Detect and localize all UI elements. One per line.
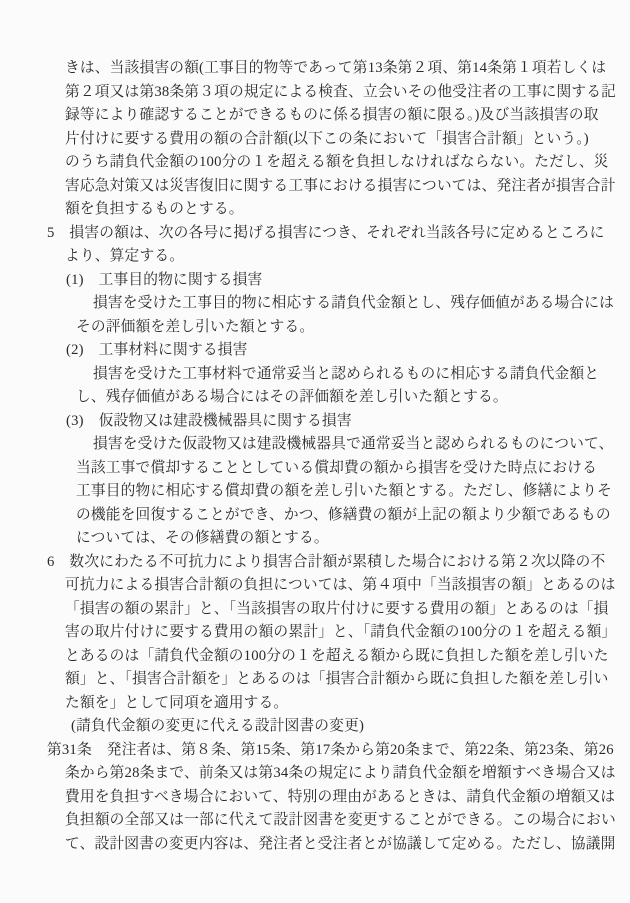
document-line: 第31条 発注者は、第８条、第15条、第17条から第20条まで、第22条、第23条、第26 <box>47 741 614 758</box>
document-line: 録等により確認することができるものに係る損害の額に限る。)及び当該損害の取 <box>65 107 599 123</box>
document-line: 「損害の額の累計」と、「当該損害の取片付けに要する費用の額」とあるのは「損 <box>65 600 609 617</box>
document-line: 工事目的物に相応する償却費の額を差し引いた額とする。ただし、修繕によりそ <box>76 483 612 499</box>
document-line: 損害を受けた工事目的物に相応する請負代金額とし、残存価値がある場合には <box>93 295 615 311</box>
document-line: より、算定する。 <box>65 248 185 264</box>
document-line: きは、当該損害の額(工事目的物等であって第13条第２項、第14条第１項若しくは <box>65 60 607 76</box>
document-line: とあるのは「請負代金額の100分の１を超える額から既に負担した額を差し引いた <box>65 647 609 664</box>
document-line: 第２項又は第38条第３項の規定による検査、立会いその他受注者の工事に関する記 <box>65 83 617 100</box>
document-line: 条から第28条まで、前条又は第34条の規定により請負代金額を増額すべき場合又は <box>65 765 616 781</box>
document-line: 害応急対策又は災害復旧に関する工事における損害については、発注者が損害合計 <box>65 177 616 194</box>
document-line: し、残存価値がある場合にはその評価額を差し引いた額とする。 <box>76 389 508 405</box>
document-line: (1) 工事目的物に関する損害 <box>66 271 263 288</box>
document-line: 損害を受けた仮設物又は建設機械器具で通常妥当と認められるものについて、 <box>93 436 614 452</box>
document-line: 害の取片付けに要する費用の額の累計」と、「請負代金額の100分の１を超える額」 <box>65 624 617 640</box>
document-line: 負担額の全部又は一部に代えて設計図書を変更することができる。この場合におい <box>65 812 616 828</box>
document-line: 額を負担するものとする。 <box>65 201 244 217</box>
document-line: (3) 仮設物又は建設機械器具に関する損害 <box>66 412 352 429</box>
document-line: 片付けに要する費用の額の合計額(以下この条において「損害合計額」という。) <box>65 130 589 147</box>
document-line: (請負代金額の変更に代える設計図書の変更) <box>71 718 365 734</box>
document-line: の機能を回復することができ、かつ、修繕費の額が上記の額より少額であるもの <box>76 506 611 523</box>
document-line: 可抗力による損害合計額の負担については、第４項中「当該損害の額」とあるのは <box>65 577 616 593</box>
document-line: (2) 工事材料に関する損害 <box>66 342 248 358</box>
document-line: た額を」として同項を適用する。 <box>65 694 289 711</box>
document-line: 費用を負担すべき場合において、特別の理由があるときは、請負代金額の増額又は <box>65 788 616 805</box>
document-line: 当該工事で償却することとしている償却費の額から損害を受けた時点における <box>76 459 598 476</box>
document-text-block <box>47 57 617 856</box>
document-line: 損害を受けた工事材料で通常妥当と認められるものに相応する請負代金額と <box>93 365 600 382</box>
document-line: のうち請負代金額の100分の１を超える額を負担しなければならない。ただし、災 <box>65 154 609 170</box>
document-line: 6 数次にわたる不可抗力により損害合計額が累積した場合における第２次以降の不 <box>47 553 606 570</box>
document-line: その評価額を差し引いた額とする。 <box>76 318 315 335</box>
document-line: 額」と、「損害合計額を」とあるのは「損害合計額から既に負担した額を差し引い <box>65 671 609 687</box>
document-line: 5 損害の額は、次の各号に掲げる損害につき、それぞれ当該各号に定めるところに <box>47 224 605 241</box>
document-line: については、その修繕費の額とする。 <box>76 530 329 546</box>
document-line: て、設計図書の変更内容は、発注者と受注者とが協議して定める。ただし、協議開 <box>65 835 616 852</box>
